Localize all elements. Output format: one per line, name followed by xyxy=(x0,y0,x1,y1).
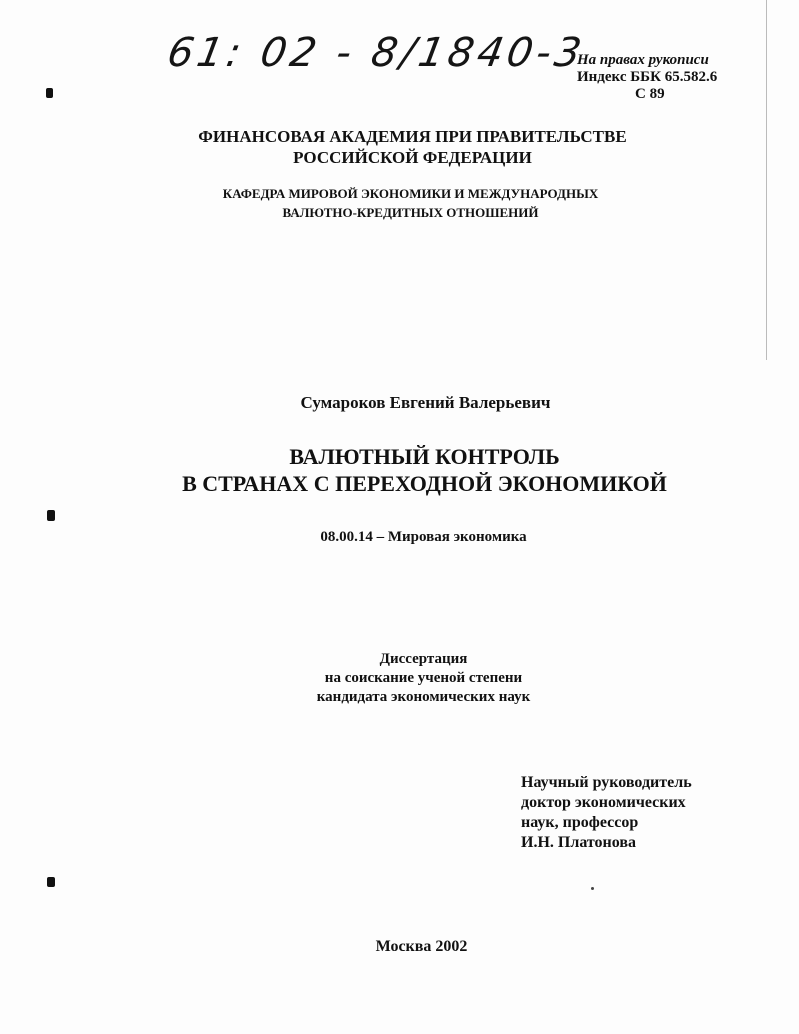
academy-line-2: РОССИЙСКОЙ ФЕДЕРАЦИИ xyxy=(293,148,532,167)
specialty-code: 08.00.14 – Мировая экономика xyxy=(320,529,527,545)
binding-mark-bottom xyxy=(47,877,55,887)
advisor-line-3: наук, профессор xyxy=(521,814,639,831)
advisor-line-1: Научный руководитель xyxy=(521,774,692,791)
academy-line-1: ФИНАНСОВАЯ АКАДЕМИЯ ПРИ ПРАВИТЕЛЬСТВЕ xyxy=(198,127,627,146)
degree-statement xyxy=(0,650,799,707)
academy-heading xyxy=(0,126,799,168)
bbk-index: Индекс ББК 65.582.6 xyxy=(577,69,718,85)
department-line-2: ВАЛЮТНО-КРЕДИТНЫХ ОТНОШЕНИЙ xyxy=(282,205,539,220)
department-heading xyxy=(0,184,799,222)
title-line-2: В СТРАНАХ С ПЕРЕХОДНОЙ ЭКОНОМИКОЙ xyxy=(182,471,667,496)
department-line-1: КАФЕДРА МИРОВОЙ ЭКОНОМИКИ И МЕЖДУНАРОДНЫХ xyxy=(222,186,599,201)
rights-block xyxy=(577,52,717,103)
binding-mark-middle xyxy=(47,510,55,521)
binding-mark-top xyxy=(46,88,53,98)
author-name: Сумароков Евгений Валерьевич xyxy=(300,393,551,412)
degree-line-2: на соискание ученой степени xyxy=(324,670,523,686)
scan-edge-line xyxy=(766,0,767,360)
handwritten-archive-code: 61: 02 - 8/1840-3 xyxy=(163,30,589,76)
rights-notice: На правах рукописи xyxy=(577,52,709,68)
city-year: Москва 2002 xyxy=(375,938,468,955)
author-code: С 89 xyxy=(635,86,665,102)
degree-line-1: Диссертация xyxy=(379,651,468,667)
advisor-line-2: доктор экономических xyxy=(521,794,686,811)
advisor-block xyxy=(521,773,692,853)
dissertation-title xyxy=(0,443,799,497)
scan-dot xyxy=(591,887,594,890)
degree-line-3: кандидата экономических наук xyxy=(316,689,531,705)
title-line-1: ВАЛЮТНЫЙ КОНТРОЛЬ xyxy=(289,444,560,469)
advisor-line-4: И.Н. Платонова xyxy=(521,834,637,851)
